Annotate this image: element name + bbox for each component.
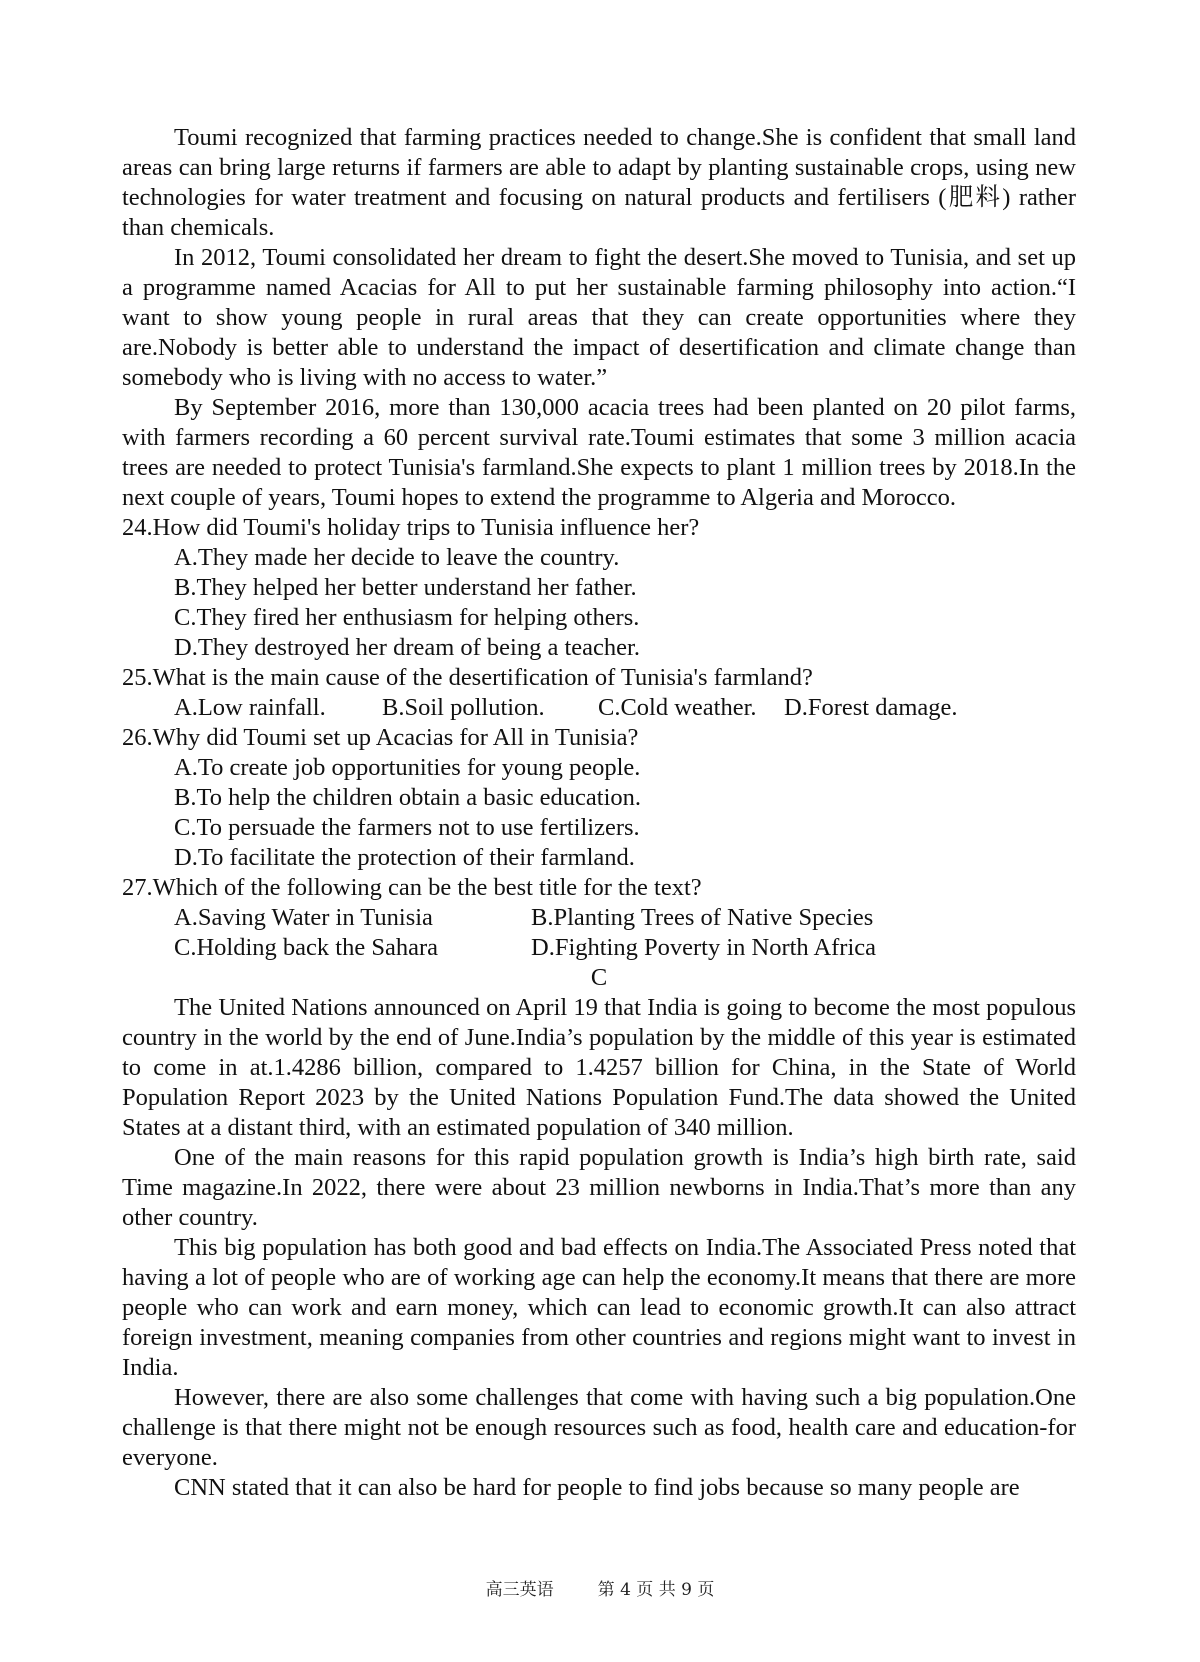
question-25-option-d: D.Forest damage. <box>784 694 958 721</box>
question-26-option-d: D.To facilitate the protection of their farmland. <box>174 844 635 871</box>
question-24-stem: 24.How did Toumi's holiday trips to Tunisia influence her? <box>122 514 700 541</box>
section-heading: C <box>590 964 608 991</box>
passage-b-paragraph-3: By September 2016, more than 130,000 acacia trees had been planted on 20 pilot farms, with farmers recording a 60 percent survival rate.Toumi estimates that some 3 million acacia trees are needed to protect Tunisia's farmland.She expects to plant 1 million trees by 2018.In the next couple of years, Toumi hopes to extend the programme to Algeria and Morocco. <box>122 394 1076 511</box>
page-footer <box>0 1575 1200 1605</box>
question-27-option-c: C.Holding back the Sahara <box>174 934 438 961</box>
passage-c-paragraph-1: The United Nations announced on April 19 that India is going to become the most populous country in the world by the end of June.India’s population by the middle of this year is estimated to come in at.1.4286 billion, compared to 1.4257 billion for China, in the State of World Population Report 2023 by the United Nations Population Fund.The data showed the United States at a distant third, with an estimated population of 340 million. <box>122 994 1076 1141</box>
question-25-option-b: B.Soil pollution. <box>382 694 545 721</box>
question-26-stem: 26.Why did Toumi set up Acacias for All in Tunisia? <box>122 724 639 751</box>
question-25-option-a: A.Low rainfall. <box>174 694 326 721</box>
page-content <box>122 123 1076 1503</box>
footer-page-number: 第 4 页 共 9 页 <box>597 1580 715 1600</box>
question-27-options-row-1 <box>174 903 1076 933</box>
passage-b-paragraph-2: In 2012, Toumi consolidated her dream to fight the desert.She moved to Tunisia, and set up a programme named Acacias for All to put her sustainable farming philosophy into action.“I want to show young people in rural areas that they can create opportunities where they are.Nobody is better able to understand the impact of desertification and climate change than somebody who is living with no access to water.” <box>122 244 1076 391</box>
passage-b-paragraph-1: Toumi recognized that farming practices needed to change.She is confident that small land areas can bring large returns if farmers are able to adapt by planting sustainable crops, using new technologies for water treatment and focusing on natural products and fertilisers (肥料) rather than chemicals. <box>122 124 1076 241</box>
question-25-option-c: C.Cold weather. <box>598 694 757 721</box>
question-27-option-b: B.Planting Trees of Native Species <box>531 904 874 931</box>
question-25-stem: 25.What is the main cause of the desertification of Tunisia's farmland? <box>122 664 813 691</box>
question-27-stem: 27.Which of the following can be the best title for the text? <box>122 874 702 901</box>
question-27-option-a: A.Saving Water in Tunisia <box>174 904 433 931</box>
passage-c-paragraph-5: CNN stated that it can also be hard for people to find jobs because so many people are <box>174 1474 1020 1501</box>
passage-c-paragraph-4: However, there are also some challenges that come with having such a big population.One challenge is that there might not be enough resources such as food, health care and education-for everyone. <box>122 1384 1076 1471</box>
question-24-option-a: A.They made her decide to leave the country. <box>174 544 620 571</box>
question-25-options <box>174 693 1076 723</box>
question-26-option-b: B.To help the children obtain a basic education. <box>174 784 642 811</box>
question-27-option-d: D.Fighting Poverty in North Africa <box>531 934 877 961</box>
question-24-option-d: D.They destroyed her dream of being a teacher. <box>174 634 640 661</box>
question-26-option-c: C.To persuade the farmers not to use fertilizers. <box>174 814 640 841</box>
question-24-option-c: C.They fired her enthusiasm for helping others. <box>174 604 640 631</box>
footer-subject: 高三英语 <box>485 1580 554 1600</box>
passage-c-paragraph-3: This big population has both good and bad effects on India.The Associated Press noted that having a lot of people who are of working age can help the economy.It means that there are more people who can work and earn money, which can lead to economic growth.It can also attract foreign investment, meaning companies from other countries and regions might want to invest in India. <box>122 1234 1076 1381</box>
passage-c-paragraph-2: One of the main reasons for this rapid population growth is India’s high birth rate, said Time magazine.In 2022, there were about 23 million newborns in India.That’s more than any other country. <box>122 1144 1076 1231</box>
question-26-option-a: A.To create job opportunities for young people. <box>174 754 641 781</box>
question-24-option-b: B.They helped her better understand her father. <box>174 574 637 601</box>
question-27-options-row-2 <box>174 933 1076 963</box>
